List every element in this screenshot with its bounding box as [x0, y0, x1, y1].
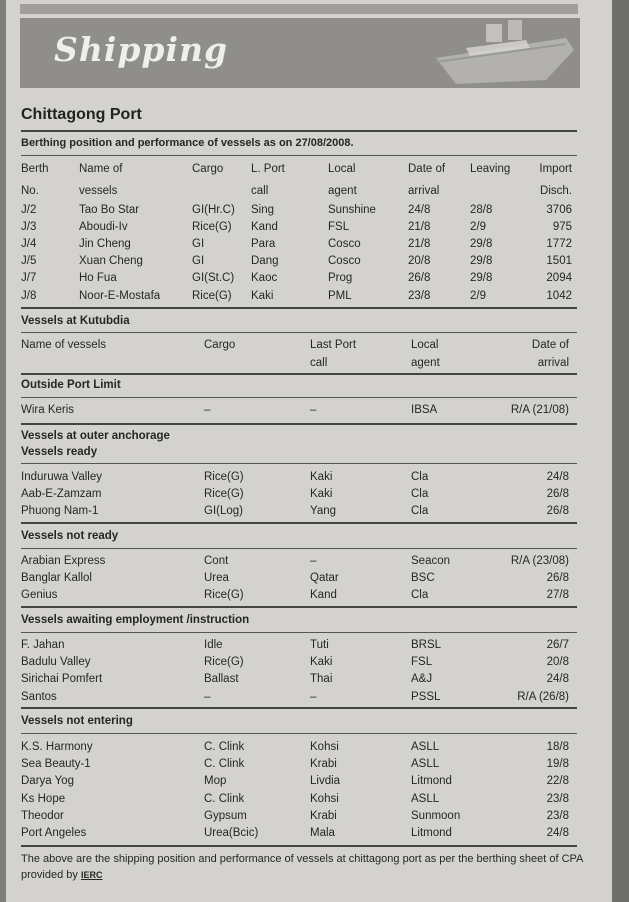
divider — [21, 397, 577, 398]
divider — [21, 463, 577, 464]
table-cell: FSL — [328, 221, 350, 234]
vessel-name: Santos — [21, 690, 57, 703]
vessel-name: Jin Cheng — [79, 238, 131, 251]
table-cell: 26/8 — [408, 272, 431, 285]
table-cell: Tuti — [310, 639, 329, 651]
table-cell: 29/8 — [470, 272, 493, 285]
table-cell: Gypsum — [204, 809, 247, 822]
table-cell: 1042 — [546, 289, 572, 302]
section-subtitle: Vessels ready — [21, 446, 98, 458]
vessel-name: Aboudi-Iv — [79, 221, 128, 234]
table-cell: PSSL — [411, 690, 441, 703]
table-cell: – — [310, 555, 317, 567]
column-header: agent — [328, 185, 357, 197]
column-header: arrival — [537, 357, 569, 369]
table-cell: 20/8 — [408, 255, 431, 268]
table-cell: 23/8 — [408, 289, 431, 302]
divider — [21, 130, 577, 132]
table-cell: Para — [251, 238, 276, 251]
column-header: Local — [411, 339, 439, 351]
section-title: Vessels at Kutubdia — [21, 315, 130, 327]
table-cell: 29/8 — [470, 238, 493, 251]
column-header: call — [310, 357, 328, 369]
vessel-name: Aab-E-Zamzam — [21, 488, 102, 501]
table-cell: J/4 — [21, 238, 37, 251]
divider — [21, 373, 577, 375]
table-cell: Cosco — [328, 238, 361, 251]
divider — [21, 423, 577, 425]
table-cell: 2/9 — [470, 289, 486, 302]
table-cell: – — [310, 404, 317, 416]
newspaper-page — [6, 0, 612, 902]
table-cell: Rice(G) — [204, 589, 244, 602]
divider — [21, 632, 577, 633]
divider — [21, 155, 577, 156]
table-cell: – — [204, 690, 211, 703]
banner-title: Shipping — [54, 30, 229, 69]
column-header: Date of — [531, 339, 569, 351]
divider — [21, 606, 577, 608]
table-cell: Kaki — [310, 471, 333, 483]
column-header: L. Port — [251, 163, 285, 175]
vessel-name: Sea Beauty-1 — [21, 758, 91, 771]
table-cell: Rice(G) — [192, 289, 232, 302]
column-header: agent — [411, 357, 440, 369]
table-cell: 24/8 — [546, 471, 569, 483]
table-cell: R/A (23/08) — [510, 555, 569, 567]
vessel-name: K.S. Harmony — [21, 741, 93, 753]
vessel-name: Xuan Cheng — [79, 255, 143, 268]
vessel-name: Noor-E-Mostafa — [79, 289, 161, 302]
table-cell: Kohsi — [310, 792, 339, 805]
table-cell: 22/8 — [546, 775, 569, 788]
table-cell: Krabi — [310, 758, 337, 771]
table-cell: Mop — [204, 775, 227, 788]
table-cell: 26/8 — [546, 572, 569, 585]
top-rule — [20, 4, 578, 14]
vessel-name: Ho Fua — [79, 272, 117, 285]
page-edge-shadow — [612, 0, 629, 902]
table-cell: Kaoc — [251, 272, 278, 285]
vessel-name: Theodor — [21, 809, 64, 822]
table-cell: ASLL — [411, 758, 440, 771]
vessel-name: Wira Keris — [21, 404, 75, 416]
table-cell: C. Clink — [204, 741, 245, 753]
table-cell: 28/8 — [470, 204, 493, 216]
divider — [21, 332, 577, 333]
table-cell: Cla — [411, 505, 429, 518]
table-cell: Ballast — [204, 673, 239, 686]
ship-icon — [426, 18, 576, 88]
table-cell: 1772 — [546, 238, 572, 251]
table-cell: Yang — [310, 505, 337, 518]
divider — [21, 307, 577, 309]
berthing-title: Berthing position and performance of vessels as on 27/08/2008. — [21, 137, 354, 149]
vessel-name: Badulu Valley — [21, 656, 91, 669]
column-header: Date of — [408, 163, 446, 175]
table-cell: 23/8 — [546, 809, 569, 822]
table-cell: J/7 — [21, 272, 37, 285]
vessel-name: Sirichai Pomfert — [21, 673, 103, 686]
table-cell: Seacon — [411, 555, 451, 567]
section-title: Vessels at outer anchorage — [21, 430, 170, 442]
table-cell: Idle — [204, 639, 223, 651]
table-cell: 21/8 — [408, 221, 431, 234]
column-header: Local — [328, 163, 356, 175]
footer-note — [21, 851, 593, 883]
section-title: Outside Port Limit — [21, 379, 121, 391]
vessel-name: Ks Hope — [21, 792, 66, 805]
table-cell: Kaki — [251, 289, 274, 302]
table-cell: Cosco — [328, 255, 361, 268]
table-cell: Cont — [204, 555, 229, 567]
divider — [21, 733, 577, 734]
column-header: Leaving — [470, 163, 511, 175]
vessel-name: Tao Bo Star — [79, 204, 140, 216]
column-header: Disch. — [540, 185, 572, 197]
table-cell: 2094 — [546, 272, 572, 285]
table-cell: Sunmoon — [411, 809, 461, 822]
table-cell: 1501 — [546, 255, 572, 268]
table-cell: Qatar — [310, 572, 339, 585]
column-header: vessels — [79, 185, 118, 197]
table-cell: 23/8 — [546, 792, 569, 805]
vessel-name: Arabian Express — [21, 555, 106, 567]
vessel-name: Genius — [21, 589, 58, 602]
column-header: arrival — [408, 185, 440, 197]
table-cell: Urea(Bcic) — [204, 827, 259, 839]
table-cell: 27/8 — [546, 589, 569, 602]
table-cell: IBSA — [411, 404, 438, 416]
table-cell: – — [204, 404, 211, 416]
section-title: Vessels not ready — [21, 530, 119, 542]
table-cell: R/A (21/08) — [510, 404, 569, 416]
table-cell: 24/8 — [546, 673, 569, 686]
divider — [21, 522, 577, 524]
vessel-name: Phuong Nam-1 — [21, 505, 99, 518]
table-cell: Thai — [310, 673, 333, 686]
table-cell: Rice(G) — [204, 471, 244, 483]
table-cell: Kaki — [310, 656, 333, 669]
table-cell: J/5 — [21, 255, 37, 268]
table-cell: J/2 — [21, 204, 37, 216]
table-cell: Livdia — [310, 775, 341, 788]
table-cell: BSC — [411, 572, 435, 585]
table-cell: 20/8 — [546, 656, 569, 669]
table-cell: BRSL — [411, 639, 442, 651]
column-header: No. — [21, 185, 39, 197]
table-cell: 2/9 — [470, 221, 486, 234]
vessel-name: Induruwa Valley — [21, 471, 102, 483]
section-title: Vessels awaiting employment /instruction — [21, 614, 250, 626]
table-cell: J/8 — [21, 289, 37, 302]
table-cell: 26/8 — [546, 505, 569, 518]
table-cell: Cla — [411, 589, 429, 602]
column-header: Name of — [79, 163, 123, 175]
table-cell: J/3 — [21, 221, 37, 234]
footer-text: The above are the shipping position and performance of vessels at chittagong port as per the berthing sheet of CPA provided by — [21, 853, 583, 881]
table-cell: Litmond — [411, 827, 452, 839]
divider — [21, 548, 577, 549]
table-cell: C. Clink — [204, 758, 245, 771]
shipping-banner — [20, 18, 580, 88]
table-cell: Kand — [251, 221, 278, 234]
table-cell: Sunshine — [328, 204, 376, 216]
table-cell: Rice(G) — [192, 221, 232, 234]
column-header: Last Port — [310, 339, 357, 351]
table-cell: 3706 — [546, 204, 572, 216]
table-cell: GI — [192, 255, 205, 268]
section-title: Vessels not entering — [21, 715, 133, 727]
column-header: Berth — [21, 163, 49, 175]
table-cell: R/A (26/8) — [517, 690, 569, 703]
vessel-name: Port Angeles — [21, 827, 87, 839]
table-cell: Kohsi — [310, 741, 339, 753]
table-cell: Litmond — [411, 775, 452, 788]
table-cell: 24/8 — [408, 204, 431, 216]
table-cell: PML — [328, 289, 352, 302]
table-cell: ASLL — [411, 741, 440, 753]
column-header: call — [251, 185, 269, 197]
column-header: Cargo — [192, 163, 224, 175]
table-cell: GI(Hr.C) — [192, 204, 235, 216]
table-cell: 24/8 — [546, 827, 569, 839]
table-cell: Kand — [310, 589, 337, 602]
table-cell: Rice(G) — [204, 656, 244, 669]
table-cell: 19/8 — [546, 758, 569, 771]
table-cell: Dang — [251, 255, 279, 268]
divider — [21, 707, 577, 709]
table-cell: Kaki — [310, 488, 333, 501]
table-cell: FSL — [411, 656, 433, 669]
table-cell: GI — [192, 238, 205, 251]
table-cell: Mala — [310, 827, 335, 839]
column-header: Import — [539, 163, 572, 175]
vessel-name: Darya Yog — [21, 775, 75, 788]
table-cell: Urea — [204, 572, 229, 585]
table-cell: Sing — [251, 204, 275, 216]
table-cell: Prog — [328, 272, 353, 285]
table-cell: GI(Log) — [204, 505, 243, 518]
column-header: Cargo — [204, 339, 236, 351]
table-cell: 975 — [552, 221, 572, 234]
table-cell: A&J — [411, 673, 433, 686]
table-cell: Rice(G) — [204, 488, 244, 501]
table-cell: 21/8 — [408, 238, 431, 251]
divider — [21, 845, 577, 847]
table-cell: 18/8 — [546, 741, 569, 753]
port-title: Chittagong Port — [21, 106, 142, 123]
table-cell: 29/8 — [470, 255, 493, 268]
table-cell: Krabi — [310, 809, 337, 822]
table-cell: C. Clink — [204, 792, 245, 805]
table-cell: 26/8 — [546, 488, 569, 501]
column-header: Name of vessels — [21, 339, 107, 351]
table-cell: – — [310, 690, 317, 703]
vessel-name: Banglar Kallol — [21, 572, 92, 585]
footer-brand: IERC — [80, 870, 103, 880]
vessel-name: F. Jahan — [21, 639, 65, 651]
table-cell: 26/7 — [546, 639, 569, 651]
table-cell: Cla — [411, 488, 429, 501]
table-cell: GI(St.C) — [192, 272, 235, 285]
table-cell: ASLL — [411, 792, 440, 805]
table-cell: Cla — [411, 471, 429, 483]
